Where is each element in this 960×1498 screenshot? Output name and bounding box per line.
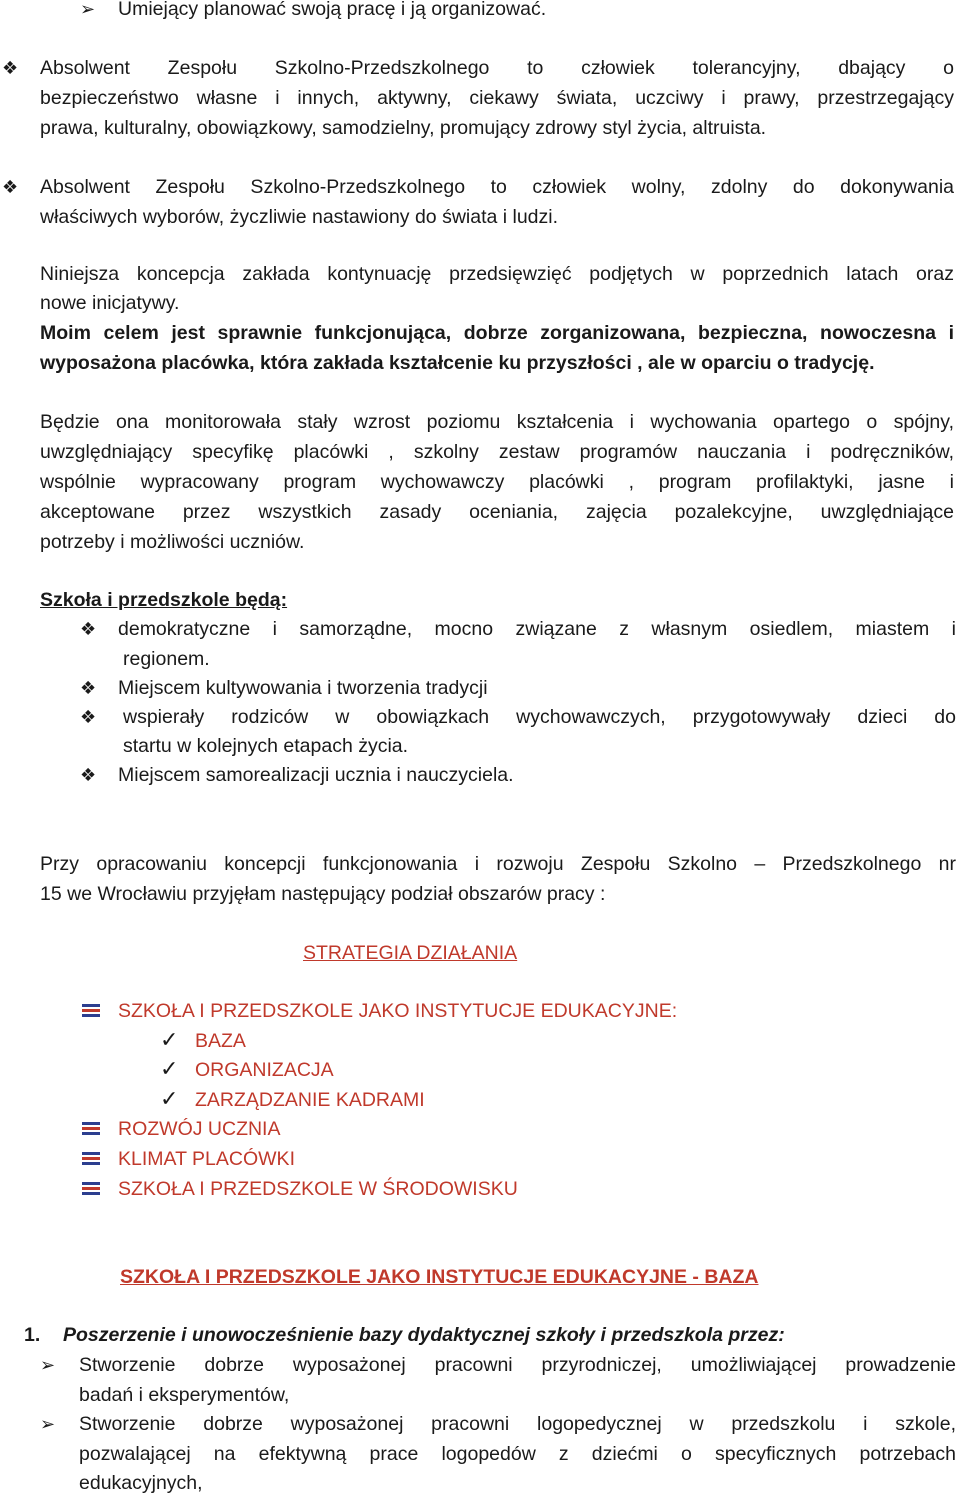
diamond-bullet-icon: ❖ (2, 58, 19, 78)
bottom-item1-line1: Stworzenie dobrze wyposażonej pracowni przyrodniczej, umożliwiającej prowadzenie (79, 1354, 956, 1376)
bars-bullet-icon (82, 1152, 100, 1167)
szkola-item3-line2: startu w kolejnych etapach życia. (123, 735, 409, 757)
arrow-bullet-icon: ➢ (80, 0, 96, 19)
strategia-heading: STRATEGIA DZIAŁANIA (303, 942, 518, 964)
point1-text: Poszerzenie i unowocześnienie bazy dydaktycznej szkoły i przedszkola przez: (63, 1324, 785, 1346)
area-2: ROZWÓJ UCZNIA (118, 1118, 281, 1140)
bars-bullet-icon (82, 1182, 100, 1197)
moim-celem-line1: Moim celem jest sprawnie funkcjonująca, dobrze zorganizowana, bezpieczna, nowoczesna i (40, 322, 954, 344)
area-sub-3: ZARZĄDZANIE KADRAMI (195, 1089, 425, 1111)
bars-bullet-icon (82, 1004, 100, 1019)
bedzie-line5: potrzeby i możliwości uczniów. (40, 531, 305, 553)
bottom-item2-line2: pozwalającej na efektywną prace logopedów z dziećmi o specyficznych potrzebach (79, 1443, 956, 1465)
diamond-bullet-icon: ❖ (80, 619, 97, 639)
szkola-item2: Miejscem kultywowania i tworzenia tradycji (118, 677, 488, 699)
szkola-item3-line1: wspierały rodziców w obowiązkach wychowawczych, przygotowywały dzieci do (123, 706, 956, 728)
bottom-item1-line2: badań i eksperymentów, (79, 1384, 290, 1406)
area-3: KLIMAT PLACÓWKI (118, 1148, 295, 1170)
arrow-bullet-icon: ➢ (40, 1355, 56, 1375)
absolwent1-line1: Absolwent Zespołu Szkolno-Przedszkolnego to człowiek tolerancyjny, dbający o (40, 57, 954, 79)
area-4: SZKOŁA I PRZEDSZKOLE W ŚRODOWISKU (118, 1178, 518, 1200)
diamond-bullet-icon: ❖ (80, 707, 97, 727)
bedzie-line3: wspólnie wypracowany program wychowawczy placówki , program profilaktyki, jasne i (40, 471, 954, 493)
arrow-bullet-icon: ➢ (40, 1414, 56, 1434)
bars-bullet-icon (82, 1122, 100, 1137)
check-icon: ✓ (160, 1056, 179, 1081)
szkola-item1-line1: demokratyczne i samorządne, mocno związane z własnym osiedlem, miastem i (118, 618, 956, 640)
bedzie-line4: akceptowane przez wszystkich zasady oceniania, zajęcia pozalekcyjne, uwzględniające (40, 501, 954, 523)
absolwent2-line2: właściwych wyborów, życzliwie nastawiony do świata i ludzi. (40, 206, 559, 228)
area-sub-1: BAZA (195, 1030, 246, 1052)
point1-number: 1. (24, 1324, 41, 1346)
diamond-bullet-icon: ❖ (2, 177, 19, 197)
niniejsza-line2: nowe inicjatywy. (40, 292, 180, 314)
check-icon: ✓ (160, 1027, 179, 1052)
bottom-item2-line3: edukacyjnych, (79, 1472, 203, 1494)
bottom-item2-line1: Stworzenie dobrze wyposażonej pracowni logopedycznej w przedszkolu i szkole, (79, 1413, 956, 1435)
szkola-heading: Szkoła i przedszkole będą: (40, 589, 288, 611)
check-icon: ✓ (160, 1086, 179, 1111)
absolwent1-line2: bezpieczeństwo własne i innych, aktywny, ciekawy świata, uczciwy i prawy, przestrzegający (40, 87, 954, 109)
przy-line1: Przy opracowaniu koncepcji funkcjonowania i rozwoju Zespołu Szkolno – Przedszkolnego nr (40, 853, 956, 875)
przy-line2: 15 we Wrocławiu przyjęłam następujący podział obszarów pracy : (40, 883, 606, 905)
niniejsza-line1: Niniejsza koncepcja zakłada kontynuację przedsięwzięć podjętych w poprzednich latach oraz (40, 263, 954, 285)
diamond-bullet-icon: ❖ (80, 678, 97, 698)
absolwent2-line1: Absolwent Zespołu Szkolno-Przedszkolnego to człowiek wolny, zdolny do dokonywania (40, 176, 954, 198)
diamond-bullet-icon: ❖ (80, 765, 97, 785)
bedzie-line2: uwzględniający specyfikę placówki , szkolny zestaw programów nauczania i podręczników, (40, 441, 954, 463)
moim-celem-line2: wyposażona placówka, która zakłada kształcenie ku przyszłości , ale w oparciu o tradycję. (40, 352, 875, 374)
area-sub-2: ORGANIZACJA (195, 1059, 334, 1081)
area-1: SZKOŁA I PRZEDSZKOLE JAKO INSTYTUCJE EDUKACYJNE: (118, 1000, 678, 1022)
top-item: Umiejący planować swoją pracę i ją organizować. (118, 0, 547, 20)
szkola-item1-line2: regionem. (123, 648, 210, 670)
szkola-item4: Miejscem samorealizacji ucznia i nauczyciela. (118, 764, 514, 786)
section-heading: SZKOŁA I PRZEDSZKOLE JAKO INSTYTUCJE EDUKACYJNE - BAZA (120, 1266, 759, 1288)
bedzie-line1: Będzie ona monitorowała stały wzrost poziomu kształcenia i wychowania opartego o spójny, (40, 411, 954, 433)
absolwent1-line3: prawa, kulturalny, obowiązkowy, samodzielny, promujący zdrowy styl życia, altruista. (40, 117, 767, 139)
